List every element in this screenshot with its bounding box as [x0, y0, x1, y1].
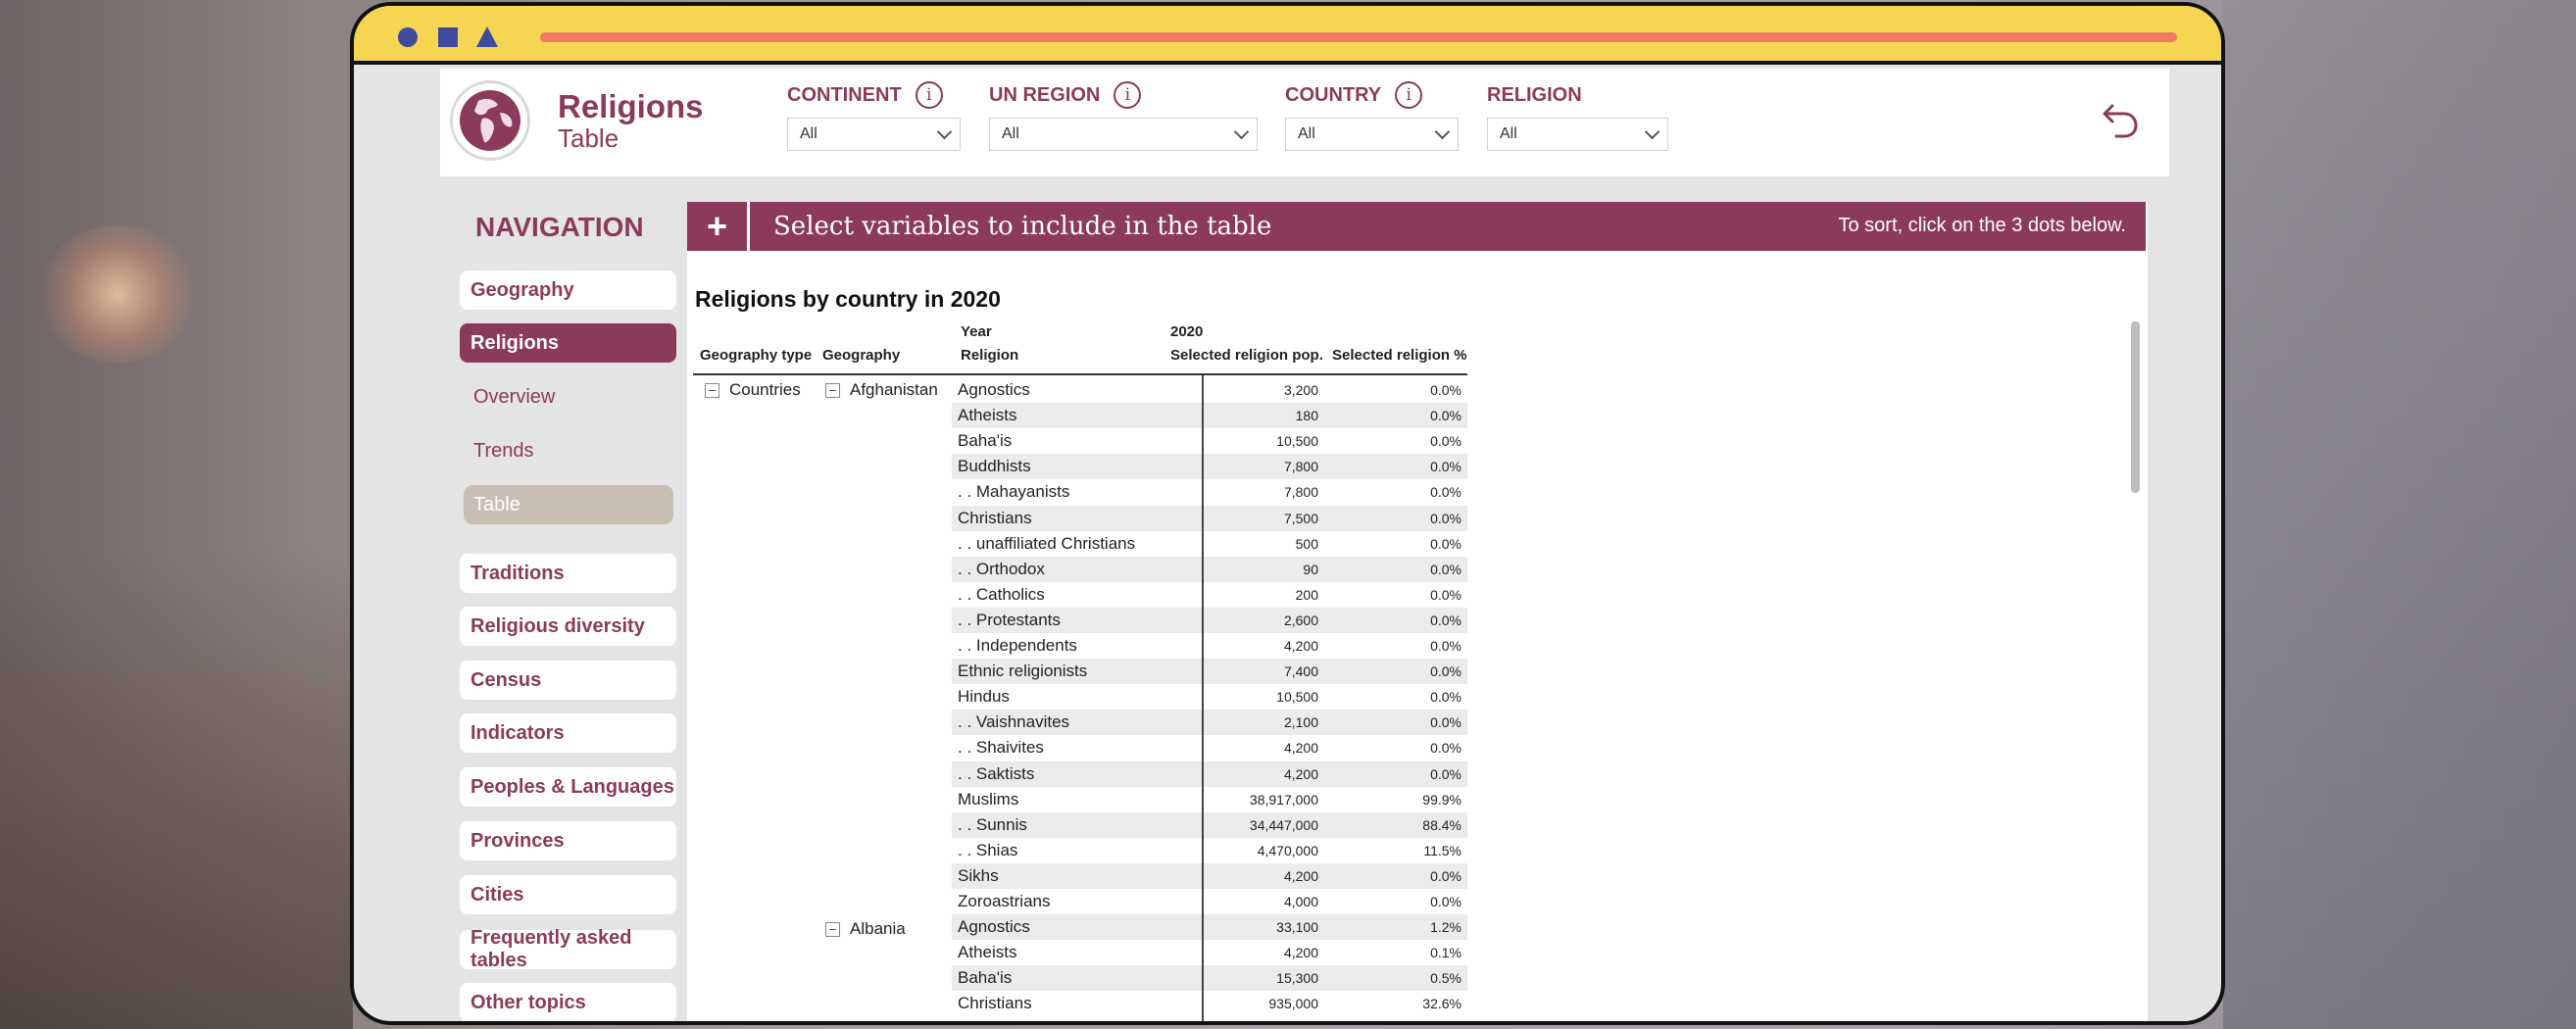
- pop-cell: 180: [1295, 408, 1318, 424]
- religion-cell: Zoroastrians: [958, 892, 1051, 910]
- pct-cell: 11.5%: [1423, 842, 1461, 858]
- geography-type-header[interactable]: Geography type: [700, 347, 813, 364]
- country-label: COUNTRY: [1285, 83, 1382, 106]
- add-variables-button[interactable]: +: [687, 202, 750, 251]
- table-row[interactable]: [952, 659, 1467, 684]
- pop-cell: 200: [1295, 586, 1318, 603]
- country-value: All: [1298, 125, 1315, 142]
- un-region-filter: [989, 80, 1258, 151]
- device-frame: [350, 2, 2225, 1025]
- year-value-header: 2020: [1170, 323, 1204, 340]
- un-region-value: All: [1002, 125, 1019, 142]
- religion-cell: . . Vaishnavites: [958, 712, 1070, 732]
- pop-cell: 2,100: [1283, 714, 1318, 731]
- pct-cell: 0.0%: [1430, 382, 1461, 398]
- religion-cell: Ethnic religionists: [958, 662, 1088, 681]
- chevron-down-icon: [937, 123, 953, 139]
- religion-cell: . . Catholics: [958, 584, 1045, 604]
- pct-cell: 0.0%: [1430, 714, 1461, 731]
- vertical-scrollbar[interactable]: [2131, 321, 2140, 493]
- pop-cell: 935,000: [1268, 996, 1318, 1012]
- country-filter: [1285, 80, 1459, 151]
- nav-other-topics[interactable]: Other topics: [460, 983, 676, 1022]
- pop-cell: 90: [1303, 561, 1318, 577]
- pop-cell: 7,400: [1283, 663, 1318, 680]
- pct-cell: 0.0%: [1430, 867, 1461, 884]
- info-icon[interactable]: i: [916, 81, 943, 109]
- table-row[interactable]: [952, 531, 1467, 557]
- pct-cell: 0.0%: [1430, 459, 1461, 475]
- pct-cell: 0.0%: [1430, 765, 1461, 782]
- table-row[interactable]: [952, 633, 1467, 659]
- header-divider: [693, 373, 1467, 375]
- pct-cell: 0.0%: [1430, 612, 1461, 628]
- table-panel: [687, 202, 2148, 1025]
- religion-cell: Agnostics: [958, 917, 1030, 937]
- pct-cell: 32.6%: [1422, 996, 1461, 1012]
- table-row[interactable]: [952, 403, 1467, 428]
- nav-peoples-languages[interactable]: Peoples & Languages: [460, 767, 676, 807]
- navigation-title: NAVIGATION: [475, 212, 644, 242]
- table-row[interactable]: [952, 710, 1467, 735]
- nav-overview[interactable]: Overview: [473, 385, 556, 408]
- religion-cell: Atheists: [958, 406, 1017, 425]
- table-row[interactable]: [952, 889, 1467, 914]
- pct-cell: 0.0%: [1430, 408, 1461, 424]
- pct-cell: 0.1%: [1430, 945, 1461, 961]
- pop-cell: 33,100: [1276, 919, 1318, 936]
- continent-filter: [787, 80, 961, 151]
- nav-cities[interactable]: Cities: [460, 875, 676, 914]
- chevron-down-icon: [1435, 123, 1451, 139]
- report-header: [440, 69, 2169, 176]
- continent-label: CONTINENT: [787, 83, 902, 106]
- pct-cell: 0.5%: [1430, 970, 1461, 987]
- continent-value: All: [800, 125, 817, 142]
- pct-cell: 0.0%: [1430, 894, 1461, 909]
- pop-cell: 34,447,000: [1249, 816, 1318, 833]
- religion-cell: . . Independents: [958, 636, 1077, 655]
- nav-religious-diversity[interactable]: Religious diversity: [460, 607, 676, 646]
- pop-cell: 15,300: [1276, 970, 1318, 987]
- geo-cell-albania: [825, 919, 906, 939]
- pct-cell: 0.0%: [1430, 561, 1461, 577]
- religion-cell: Christians: [958, 994, 1032, 1013]
- religion-cell: . . Shias: [958, 840, 1018, 859]
- globe-logo-icon: [450, 80, 530, 161]
- pop-cell: 10,500: [1276, 433, 1318, 450]
- chevron-down-icon: [1234, 123, 1250, 139]
- table-row[interactable]: [952, 965, 1467, 991]
- pct-cell: 99.9%: [1422, 791, 1461, 808]
- table-row[interactable]: [952, 940, 1467, 965]
- table-row[interactable]: [952, 479, 1467, 505]
- religion-label: RELIGION: [1487, 83, 1582, 106]
- chevron-down-icon: [1645, 123, 1660, 139]
- religion-cell: . . Shaivites: [958, 738, 1044, 758]
- pct-cell: 1.2%: [1430, 919, 1461, 936]
- pop-cell: 4,000: [1283, 894, 1318, 909]
- pop-cell: 2,600: [1283, 612, 1318, 628]
- table-row[interactable]: [952, 684, 1467, 710]
- column-divider: [1202, 375, 1204, 1022]
- pct-cell: 0.0%: [1430, 689, 1461, 706]
- info-icon[interactable]: i: [1395, 81, 1422, 109]
- geo-type-cell: [705, 380, 801, 400]
- banner-text: Select variables to include in the table: [773, 212, 1272, 241]
- pct-header[interactable]: Selected religion %: [1332, 347, 1467, 364]
- pop-cell: 4,200: [1283, 867, 1318, 884]
- pct-cell: 0.0%: [1430, 510, 1461, 526]
- table-row[interactable]: [952, 582, 1467, 608]
- pct-cell: 0.0%: [1430, 586, 1461, 603]
- table-row[interactable]: [952, 454, 1467, 479]
- background-glow: [39, 225, 196, 363]
- pop-cell: 500: [1295, 535, 1318, 552]
- square-icon: [438, 27, 458, 47]
- table-row[interactable]: [952, 914, 1467, 940]
- page-subtitle: Table: [558, 123, 619, 153]
- country-dropdown[interactable]: [1285, 118, 1459, 151]
- pct-cell: 88.4%: [1422, 816, 1461, 833]
- pop-cell: 4,470,000: [1257, 842, 1318, 858]
- religion-cell: Atheists: [958, 943, 1017, 962]
- table-row[interactable]: [952, 787, 1467, 812]
- geo-name: Albania: [850, 919, 906, 938]
- background-shadow: [0, 549, 353, 1029]
- circle-icon: [398, 27, 418, 47]
- religion-cell: Muslims: [958, 789, 1019, 808]
- pct-cell: 0.0%: [1430, 638, 1461, 654]
- background-right: [2223, 0, 2576, 1029]
- pop-cell: 7,500: [1283, 510, 1318, 526]
- nav-provinces[interactable]: Provinces: [460, 821, 676, 860]
- nav-religions[interactable]: Religions: [460, 323, 676, 363]
- table-row[interactable]: [952, 991, 1467, 1016]
- pop-cell: 10,500: [1276, 689, 1318, 706]
- religion-cell: . . Saktists: [958, 763, 1035, 783]
- app-title: Religions: [558, 88, 704, 124]
- collapse-icon[interactable]: [825, 383, 840, 398]
- pop-cell: 3,200: [1283, 382, 1318, 398]
- religion-cell: Sikhs: [958, 865, 999, 885]
- religion-filter: [1487, 80, 1668, 151]
- religion-header[interactable]: Religion: [961, 347, 1019, 364]
- un-region-dropdown[interactable]: [989, 118, 1258, 151]
- continent-dropdown[interactable]: [787, 118, 961, 151]
- table-row[interactable]: [952, 377, 1467, 403]
- nav-census[interactable]: Census: [460, 661, 676, 700]
- religion-cell: Baha'is: [958, 968, 1013, 988]
- table-row[interactable]: [952, 557, 1467, 582]
- nav-geography[interactable]: Geography: [460, 270, 676, 310]
- pop-cell: 38,917,000: [1249, 791, 1318, 808]
- collapse-icon[interactable]: [705, 383, 719, 398]
- pop-cell: 7,800: [1283, 459, 1318, 475]
- table-row[interactable]: [952, 812, 1467, 838]
- geo-type-value: Countries: [729, 380, 801, 399]
- table-row[interactable]: [952, 838, 1467, 863]
- religion-cell: Christians: [958, 508, 1032, 527]
- religion-cell: Agnostics: [958, 380, 1030, 399]
- table-row[interactable]: [952, 506, 1467, 531]
- collapse-icon[interactable]: [825, 922, 840, 937]
- pct-cell: 0.0%: [1430, 535, 1461, 552]
- sort-hint: To sort, click on the 3 dots below.: [1838, 215, 2126, 236]
- pop-cell: 4,200: [1283, 765, 1318, 782]
- nav-traditions[interactable]: Traditions: [460, 554, 676, 593]
- table-row[interactable]: [952, 761, 1467, 787]
- variables-banner: [687, 202, 2146, 251]
- geography-header[interactable]: Geography: [822, 347, 901, 364]
- pct-cell: 0.0%: [1430, 740, 1461, 757]
- pct-cell: 0.0%: [1430, 433, 1461, 450]
- religion-cell: . . unaffiliated Christians: [958, 533, 1136, 553]
- religion-cell: . . Orthodox: [958, 559, 1045, 578]
- window-topbar: [354, 6, 2221, 65]
- nav-table[interactable]: Table: [464, 485, 673, 524]
- pop-header[interactable]: Selected religion pop.: [1170, 347, 1323, 364]
- pct-cell: 0.0%: [1430, 484, 1461, 501]
- triangle-icon: [476, 26, 498, 47]
- religion-cell: . . Mahayanists: [958, 482, 1070, 502]
- table-row[interactable]: [952, 735, 1467, 760]
- pop-cell: 4,200: [1283, 945, 1318, 961]
- back-arrow-icon[interactable]: [2099, 98, 2142, 141]
- geo-cell-afghanistan: [825, 380, 938, 400]
- religion-cell: Hindus: [958, 687, 1010, 707]
- religion-cell: . . Sunnis: [958, 814, 1027, 834]
- year-header: Year: [961, 323, 992, 340]
- religion-cell: . . Protestants: [958, 610, 1061, 629]
- table-row[interactable]: [952, 608, 1467, 633]
- table-title: Religions by country in 2020: [695, 286, 1001, 312]
- religion-dropdown[interactable]: [1487, 118, 1668, 151]
- info-icon[interactable]: i: [1114, 81, 1141, 109]
- un-region-label: UN REGION: [989, 83, 1101, 106]
- table-row[interactable]: [952, 863, 1467, 889]
- religion-value: All: [1500, 125, 1517, 142]
- pop-cell: 7,800: [1283, 484, 1318, 501]
- religion-cell: Buddhists: [958, 457, 1031, 476]
- nav-frequently-asked-tables[interactable]: Frequently asked tables: [460, 930, 676, 969]
- pct-cell: 0.0%: [1430, 663, 1461, 680]
- nav-trends[interactable]: Trends: [473, 439, 534, 462]
- religion-cell: Baha'is: [958, 431, 1013, 451]
- pop-cell: 4,200: [1283, 740, 1318, 757]
- nav-indicators[interactable]: Indicators: [460, 713, 676, 753]
- table-row[interactable]: [952, 428, 1467, 454]
- pop-cell: 4,200: [1283, 638, 1318, 654]
- address-bar: [540, 32, 2177, 42]
- geo-name: Afghanistan: [850, 380, 938, 399]
